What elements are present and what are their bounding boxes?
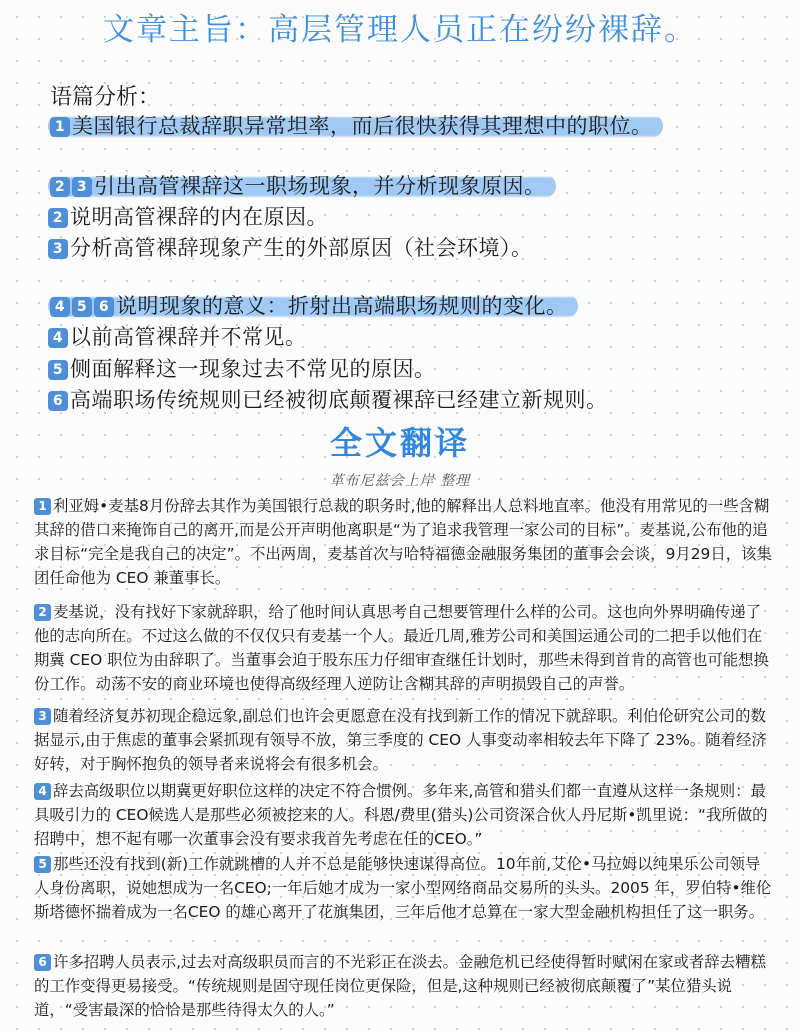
page-title: 文章主旨：高层管理人员正在纷纷裸辞。 [103,12,697,48]
analysis-line-2 [48,170,556,200]
paragraph-text: 那些还没有找到(新)工作就跳槽的人并不总是能够快速谋得高位。10年前,艾伦•马拉姆以纯果乐公司领导人身份离职，说她想成为一名CEO;一年后她才成为一家小型网络商品交易所的头头。2005 年，罗伯特•维伦斯塔德怀揣着成为一名CEO 的雄心离开了花旗集团，三年后他才总算在一家大型金融机构担任了这一职务。 [34,855,772,921]
keycap-4-icon: 4 [34,783,51,800]
keycap-6-icon: 6 [48,391,68,411]
keycap-5-icon: 5 [48,360,68,380]
analysis-text: 说明高管裸辞的内在原因。 [70,205,328,229]
analysis-text: 高端职场传统规则已经被彻底颠覆裸辞已经建立新规则。 [70,388,608,412]
translation-paragraph-6 [34,950,774,1022]
keycap-6-icon: 6 [34,954,51,971]
credit-line: 革布尼兹会上岸 整理 [329,473,471,489]
translation-paragraph-2 [34,600,774,696]
keycap-2-icon: 2 [48,208,68,228]
keycap-3-icon: 3 [72,177,92,197]
keycap-4-icon: 4 [48,328,68,348]
keycap-1-icon: 1 [34,498,51,515]
translation-paragraph-5 [34,852,774,924]
analysis-line-4 [48,232,533,262]
highlight [48,174,556,198]
analysis-text: 引出高管裸辞这一职场现象，并分析现象原因。 [94,174,546,198]
paragraph-text: 许多招聘人员表示,过去对高级职员而言的不光彩正在淡去。金融危机已经使得暂时赋闲在家或者辞去糟糕的工作变得更易接受。“传统规则是固守现任岗位更保险，但是,这种规则已经被彻底颠覆了”某位猎头说道，“受害最深的恰恰是那些待得太久的人。” [34,953,766,1019]
translation-paragraph-4 [34,779,774,851]
analysis-line-3 [48,201,328,231]
analysis-line-6 [48,321,307,351]
keycap-4-icon: 4 [50,297,70,317]
highlight [48,294,578,318]
keycap-3-icon: 3 [34,708,51,725]
keycap-2-icon: 2 [34,604,51,621]
section-heading: 全文翻译 [329,424,470,462]
analysis-text: 分析高管裸辞现象产生的外部原因（社会环境）。 [70,236,533,260]
analysis-line-5 [48,290,578,320]
keycap-1-icon: 1 [50,117,70,137]
translation-paragraph-3 [34,704,774,776]
keycap-6-icon: 6 [94,297,114,317]
analysis-line-8 [48,384,608,414]
keycap-5-icon: 5 [72,297,92,317]
keycap-2-icon: 2 [50,177,70,197]
analysis-text: 美国银行总裁辞职异常坦率，而后很快获得其理想中的职位。 [72,114,653,138]
analysis-line-7 [48,353,436,383]
paragraph-text: 辞去高级职位以期冀更好职位这样的决定不符合惯例。多年来,高管和猎头们都一直遵从这样一条规则：最具吸引力的 CEO候选人是那些必须被挖来的人。科恩/费里(猎头)公司资深合伙人丹尼斯•凯里说：“我所做的招聘中，想不起有哪一次董事会没有要求我首先考虑在任的CEO。” [34,782,768,848]
analysis-text: 以前高管裸辞并不常见。 [70,325,307,349]
analysis-text: 侧面解释这一现象过去不常见的原因。 [70,357,436,381]
analysis-text: 说明现象的意义：折射出高端职场规则的变化。 [116,294,568,318]
paragraph-text: 麦基说，没有找好下家就辞职，给了他时间认真思考自己想要管理什么样的公司。这也向外界明确传递了他的志向所在。不过这么做的不仅仅只有麦基一个人。最近几周,雅芳公司和美国运通公司的二把手以他们在期冀 CEO 职位为由辞职了。当董事会迫于股东压力仔细审查继任计划时，那些未得到首肯的高管也可能想换份工作。动荡不安的商业环境也使得高级经理人逆防让含糊其辞的声明损毁自己的声誉。 [34,603,769,693]
keycap-3-icon: 3 [48,239,68,259]
paragraph-text: 利亚姆•麦基8月份辞去其作为美国银行总裁的职务时,他的解释出人总料地直率。他没有用常见的一些含糊其辞的借口来掩饰自己的离开,而是公开声明他离职是“为了追求我管理一家公司的目标”。麦基说,公布他的追求目标“完全是我自己的决定”。不出两周，麦基首次与哈特福德金融服务集团的董事会会谈，9月29日，该集团任命他为 CEO 兼董事长。 [34,497,772,587]
analysis-line-1 [48,110,663,140]
analysis-label: 语篇分析： [50,85,161,110]
paragraph-text: 随着经济复苏初现企稳远象,副总们也许会更愿意在没有找到新工作的情况下就辞职。利伯伦研究公司的数据显示,由于焦虑的董事会紧抓现有领导不放，第三季度的 CEO 人事变动率相较去年下降了 23%。随着经济好转，对于胸怀抱负的领导者来说将会有很多机会。 [34,707,767,773]
translation-paragraph-1 [34,494,774,590]
keycap-5-icon: 5 [34,856,51,873]
highlight [48,114,663,138]
